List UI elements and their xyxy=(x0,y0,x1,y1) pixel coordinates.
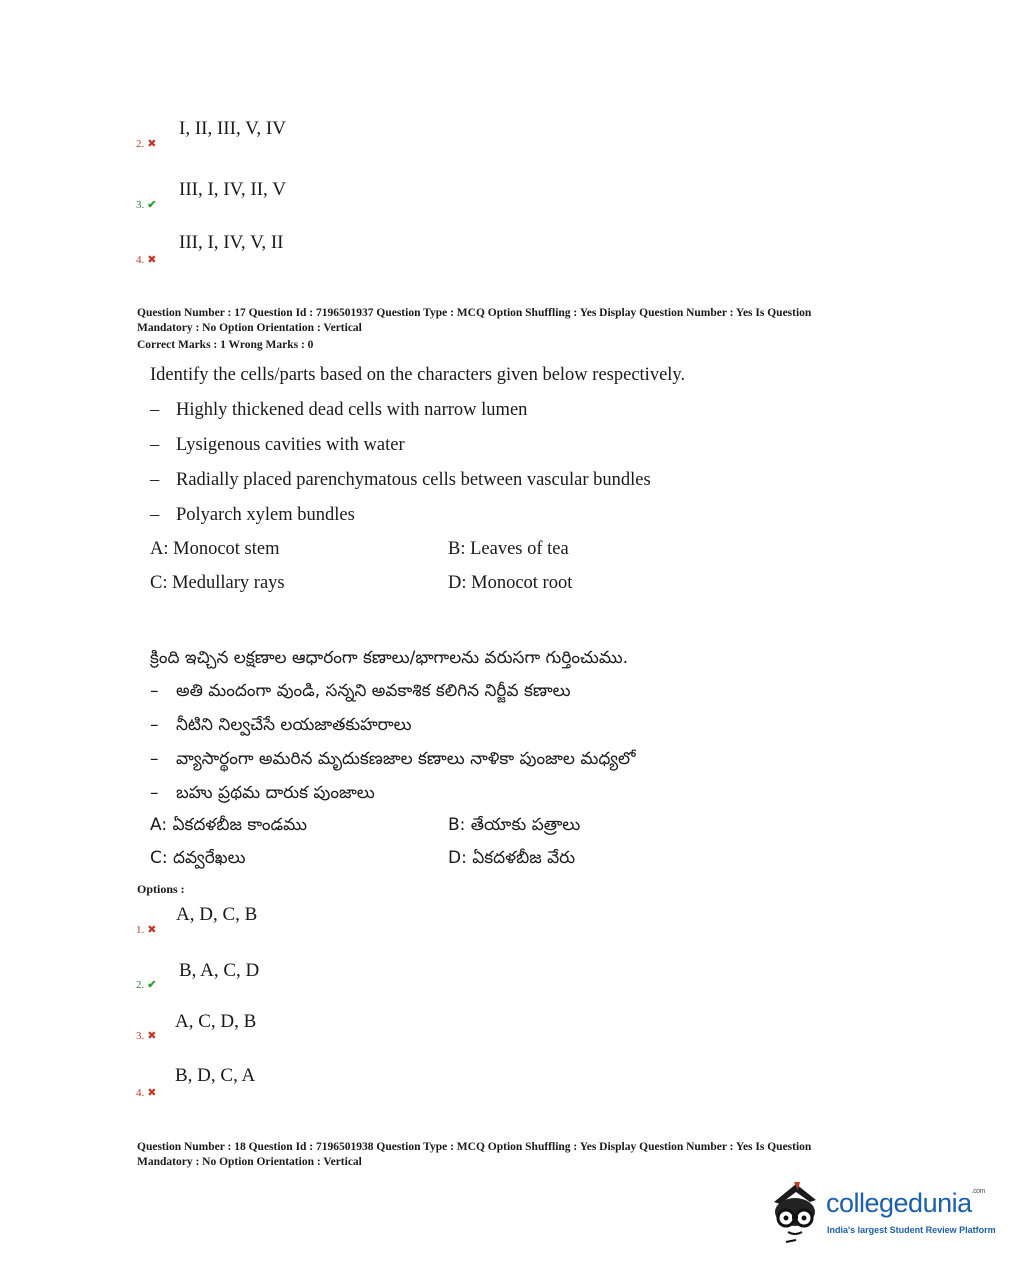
check-mark-icon: ✔ xyxy=(147,979,157,991)
options-label: Options : xyxy=(137,882,185,896)
option-text: B, A, C, D xyxy=(179,960,260,981)
question-bullet: – Lysigenous cavities with water xyxy=(150,435,405,455)
question-meta: Question Number : 17 Question Id : 7196501937 Question Type : MCQ Option Shuffling : Yes Display Question Number : Yes Is Question Mandatory : No Option Orientation : Vertical Correct Marks : 1 Wrong Marks : 0 xyxy=(137,307,812,351)
option-text: III, I, IV, II, V xyxy=(179,179,286,200)
option-number: 2. ✔ xyxy=(136,979,157,991)
wrong-mark-icon: ✖ xyxy=(147,924,157,936)
check-mark-icon: ✔ xyxy=(147,199,157,211)
choice-b: B: Leaves of tea xyxy=(448,539,569,559)
option-text: III, I, IV, V, II xyxy=(179,232,284,253)
option-text: A, C, D, B xyxy=(175,1011,257,1032)
option-number: 1. ✖ xyxy=(136,924,157,936)
option-number: 4. ✖ xyxy=(136,254,157,266)
choice-c-telugu: C: దవ్వరేఖలు xyxy=(150,848,246,868)
option-text: A, D, C, B xyxy=(176,904,258,925)
question-bullet-telugu: – బహు ప్రథమ దారుక పుంజాలు xyxy=(150,783,375,803)
question-prompt: Identify the cells/parts based on the characters given below respectively. xyxy=(150,365,686,385)
dash-icon: – xyxy=(150,505,160,525)
question-prompt-telugu: క్రింది ఇచ్చిన లక్షణాల ఆధారంగా కణాలు/భాగాలను వరుసగా గుర్తించుము. xyxy=(150,648,629,668)
question-bullet-telugu: – నీటిని నిల్వచేసే లయజాతకుహరాలు xyxy=(150,715,412,735)
brand-name: collegedunia xyxy=(826,1188,972,1218)
question-bullet: – Radially placed parenchymatous cells between vascular bundles xyxy=(150,470,651,490)
dash-icon: – xyxy=(150,715,159,735)
question-meta: Question Number : 18 Question Id : 7196501938 Question Type : MCQ Option Shuffling : Yes Display Question Number : Yes Is Question Mandatory : No Option Orientation : Vertical xyxy=(137,1141,812,1168)
option-text: B, D, C, A xyxy=(175,1065,256,1086)
question-bullet-telugu: – అతి మందంగా వుండి, సన్నని అవకాశిక కలిగిన నిర్జీవ కణాలు xyxy=(150,681,571,701)
brand-tagline: India's largest Student Review Platform xyxy=(827,1225,996,1235)
dash-icon: – xyxy=(150,749,159,769)
dash-icon: – xyxy=(150,400,160,420)
question-bullet-telugu: – వ్యాసార్థంగా అమరిన మృదుకణజాల కణాలు నాళికా పుంజాల మధ్యలో xyxy=(150,749,636,769)
wrong-mark-icon: ✖ xyxy=(147,138,157,150)
choice-b-telugu: B: తేయాకు పత్రాలు xyxy=(448,815,581,835)
dash-icon: – xyxy=(150,435,160,455)
mascot-icon xyxy=(766,1180,824,1246)
choice-d-telugu: D: ఏకదళబీజ వేరు xyxy=(448,848,576,868)
dash-icon: – xyxy=(150,783,159,803)
choice-a-telugu: A: ఏకదళబీజ కాండము xyxy=(150,815,307,835)
dash-icon: – xyxy=(150,470,160,490)
wrong-mark-icon: ✖ xyxy=(147,1087,157,1099)
question-bullet: – Polyarch xylem bundles xyxy=(150,505,355,525)
option-number: 3. ✔ xyxy=(136,199,157,211)
option-number: 4. ✖ xyxy=(136,1087,157,1099)
choice-c: C: Medullary rays xyxy=(150,573,285,593)
option-number: 3. ✖ xyxy=(136,1030,157,1042)
brand-suffix: .com xyxy=(971,1188,985,1195)
option-number: 2. ✖ xyxy=(136,138,157,150)
option-text: I, II, III, V, IV xyxy=(179,118,286,139)
choice-a: A: Monocot stem xyxy=(150,539,280,559)
collegedunia-logo xyxy=(766,1180,996,1246)
wrong-mark-icon: ✖ xyxy=(147,1030,157,1042)
question-bullet: – Highly thickened dead cells with narrow lumen xyxy=(150,400,528,420)
dash-icon: – xyxy=(150,681,159,701)
wrong-mark-icon: ✖ xyxy=(147,254,157,266)
choice-d: D: Monocot root xyxy=(448,573,573,593)
